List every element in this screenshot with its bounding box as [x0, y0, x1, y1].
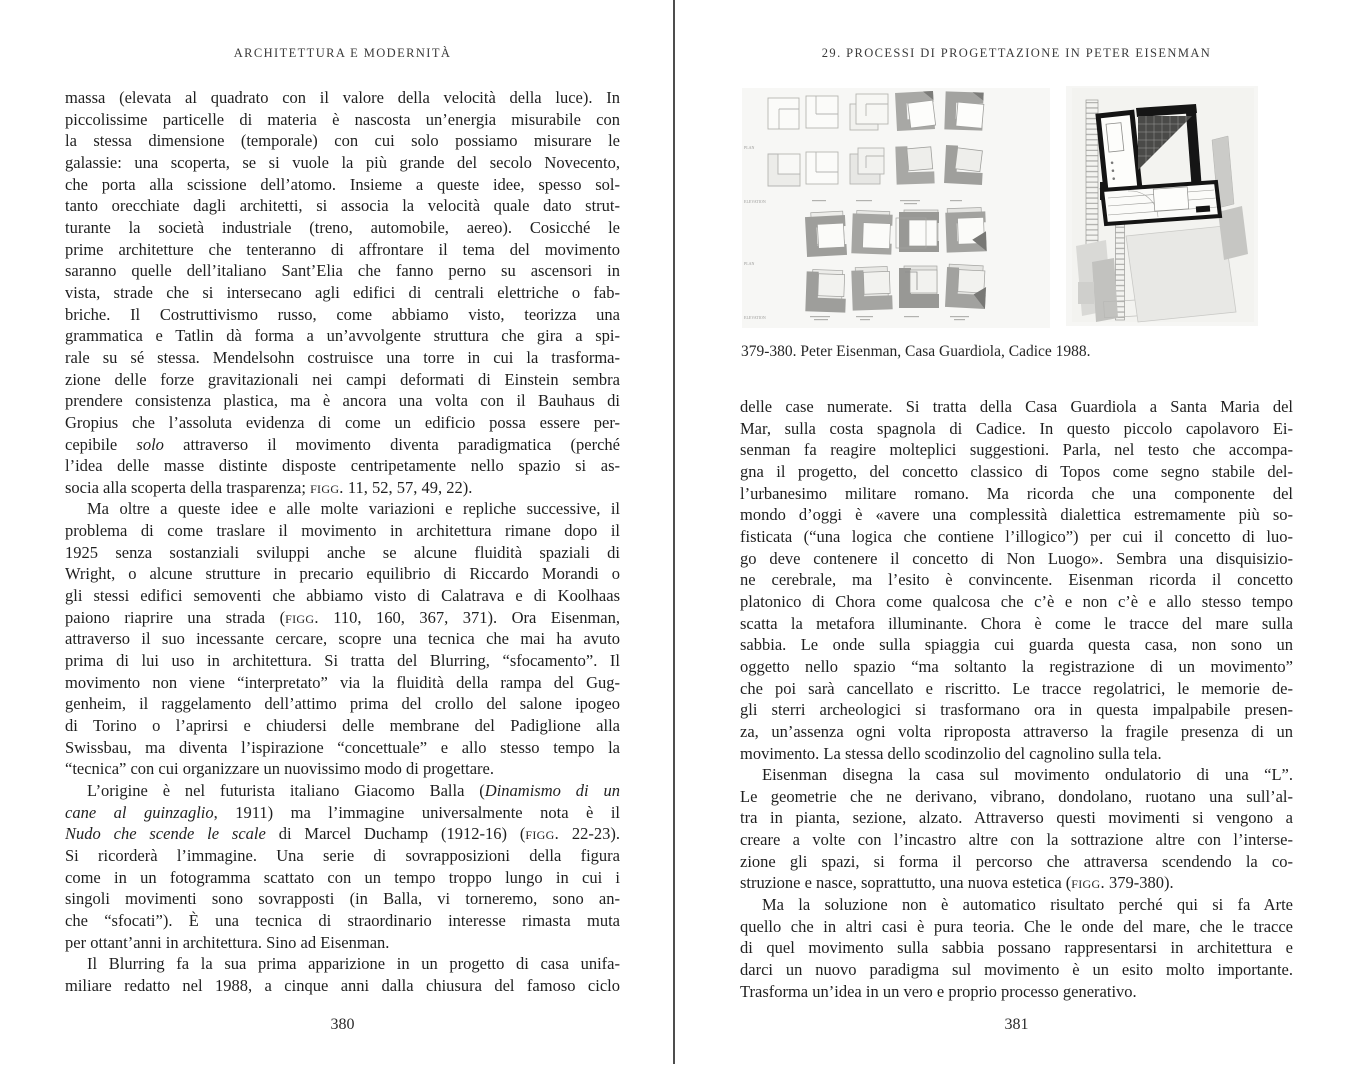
text-line: 1925 senza sostanziali sviluppi anche se alcune fluidità spaziali di: [65, 542, 620, 562]
text-line: Swissbau, ma diventa l’ispirazione “concettuale” e allo stesso tempo la: [65, 737, 620, 757]
text-line: come in un fotogramma scattato con un tempo troppo lungo in cui i: [65, 867, 620, 887]
terrace-pad: [1126, 226, 1236, 322]
left-page-number: 380: [330, 1016, 355, 1033]
text-line: platonico di Chora come qualcosa che c’è e non c’è e allo stesso tempo: [740, 591, 1293, 611]
right-running-header: 29. PROCESSI DI PROGETTAZIONE IN PETER EISENMAN: [821, 46, 1212, 60]
process-diagrams-figure: [742, 88, 1050, 328]
text-line: Gropius che l’assoluta evidenza di come un edificio possa essere per-: [65, 412, 620, 432]
text-line: struzione e nasce, soprattutto, una nuova estetica (figg. 379-380).: [740, 873, 1174, 893]
diagram-cell: [805, 269, 846, 312]
text-line: oggetto nello spazio “ma soltanto la registrazione di un movimento”: [740, 656, 1293, 676]
right-text-column: [740, 396, 1293, 1002]
text-line: socia alla scoperta della trasparenza; figg. 11, 52, 57, 49, 22).: [65, 477, 473, 497]
text-line: darci un nuovo paradigma sul movimento è un esito molto importante.: [740, 960, 1293, 980]
text-line: galassie: una scoperta, se si vuole la più grande del secolo Novecento,: [65, 152, 620, 172]
text-line: singoli movimenti sono sovrapposti (in Balla, vi torneremo, sono an-: [65, 889, 620, 909]
text-line: go deve contenere il concetto di Non Luogo». Sembra una disquisizio-: [740, 548, 1293, 568]
figure-caption: 379-380. Peter Eisenman, Casa Guardiola, Cadice 1988.: [741, 343, 1091, 360]
text-line: problema di come traslare il movimento in architettura rimane dopo il: [65, 521, 620, 541]
site-plan-figure: [1066, 86, 1258, 326]
text-line: Le geometrie che ne derivano, vibrano, dondolano, ruotano una sull’al-: [740, 786, 1293, 806]
text-line: gli stessi edifici semoventi che abbiamo visto di Calatrava e di Koolhaas: [65, 586, 620, 606]
diagram-cell: [899, 266, 939, 308]
page-gutter-divider: [673, 0, 675, 1064]
text-line: saranno quelle dell’italiano Sant’Elia che fanno perno su ascensori in: [65, 261, 620, 281]
text-line: tanto orecchiate dagli architetti, si associa la velocità quale dato strut-: [65, 196, 620, 216]
text-line: delle case numerate. Si tratta della Casa Guardiola a Santa Maria del: [740, 397, 1293, 416]
text-line: sabbia. Le onde sulla spiaggia cui guarda questa casa, non sono un: [740, 635, 1293, 655]
text-line: ne cerebrale, ma l’esito è convincente. Eisenman ricorda il concetto: [740, 570, 1293, 590]
text-line: briche. Il Costruttivismo russo, come abbiamo visto, teorizza una: [65, 304, 620, 324]
text-line: Wright, o alcune strutture in precario equilibrio di Riccardo Morandi o: [65, 564, 620, 584]
diagram-cell: [851, 210, 892, 254]
text-line: movimento. La stessa dello scodinzolio del cagnolino sulla tela.: [740, 743, 1162, 763]
text-line: Il Blurring fa la sua prima apparizione in un progetto di casa unifa-: [87, 954, 620, 974]
text-line: quello che in altri casi è pura teoria. Che le onde del mare, che le tracce: [740, 916, 1293, 936]
left-text-column: [65, 87, 620, 997]
diagram-cell: [896, 210, 939, 252]
text-line: zione delle forze gravitazionali nei campi deformati di Einstein sembra: [65, 369, 620, 389]
text-line: piccolissime particelle di materia è nascosta un’energia misurabile con: [65, 109, 620, 129]
text-line: Eisenman disegna la casa sul movimento ondulatorio di una “L”.: [762, 765, 1293, 785]
diagram-cell: [945, 207, 987, 252]
diagram-cell: [851, 266, 892, 310]
right-page-number: 381: [1004, 1016, 1029, 1033]
text-line: paiono riaprire una strada (figg. 110, 160, 367, 371). Ora Eisenman,: [65, 607, 620, 627]
left-running-header: ARCHITETTURA E MODERNITÀ: [233, 46, 452, 60]
text-line: di Torino o l’aprirsi e chiudersi delle membrane del Padiglione alla: [65, 716, 620, 736]
text-line: attraverso il suo incessante cercare, scopre una tecnica che mai ha avuto: [65, 629, 620, 649]
diagram-row-label: PLAN: [744, 145, 755, 150]
text-line: “tecnica” con cui organizzare un nuovissimo modo di progettare.: [65, 759, 494, 779]
text-line: cane al guinzaglio, 1911) ma l’immagine universalmente nota è il: [65, 802, 620, 822]
diagram-cell: [768, 94, 888, 130]
text-line: cepibile solo attraverso il movimento diventa paradigmatica (perché: [65, 434, 620, 454]
text-line: che porta alla scissione dell’atomo. Insieme a queste idee, spesso sol-: [65, 174, 620, 194]
text-line: Trasforma un’idea in un vero e proprio processo generativo.: [740, 981, 1137, 1001]
text-line: che “sfocati”). È una tecnica di straordinario interesse rimasta muta: [65, 910, 620, 930]
text-line: l’idea delle masse distinte disposte centripetamente nello spazio si as-: [65, 456, 620, 476]
text-line: la stessa dimensione (temporale) con cui solo possiamo misurare le: [65, 131, 620, 151]
diagram-cell: [895, 91, 936, 131]
text-line: miliare redatto nel 1988, a cinque anni dalla chiusura del famoso ciclo: [65, 975, 620, 995]
text-line: L’origine è nel futurista italiano Giacomo Balla (Dinamismo di un: [87, 781, 620, 800]
text-line: l’urbanesimo militare romano. Ma ricorda che una componente del: [740, 483, 1293, 503]
diagram-cell: [944, 91, 984, 130]
text-line: prima di lui uso in architettura. Si tratta del Blurring, “sfocamento”. Il: [65, 651, 620, 671]
text-line: Nudo che scende le scale di Marcel Duchamp (1912-16) (figg. 22-23).: [65, 824, 620, 844]
text-line: zione gli spazi, si forma il percorso che attraversa scendendo la co-: [740, 851, 1293, 871]
text-line: gna il progetto, del concetto classico di Topos come segno stabile del-: [740, 461, 1293, 481]
diagram-row-label: ELEVATION: [744, 199, 766, 204]
text-line: rale su sé stessa. Mendelsohn costruisce una torre in cui la trasforma-: [65, 347, 620, 367]
diagram-cell: [895, 145, 934, 184]
text-line: massa (elevata al quadrato con il valore della velocità della luce). In: [65, 88, 620, 107]
diagram-cell: [768, 148, 884, 186]
text-line: movimento non viene “interpretato” via la fluidità della rampa del Gug-: [65, 672, 620, 692]
text-line: grammatica e Tatlin dà forma a un’avvolgente struttura che gira a spi-: [65, 326, 620, 346]
text-line: Mar, sulla costa spagnola di Cadice. In questo piccolo capolavoro Ei-: [740, 418, 1293, 438]
text-line: vista, strade che si intersecano agli edifici di centrali elettriche o fab-: [65, 282, 620, 302]
text-line: genheim, il raggelamento dell’attimo prima del crollo del salone ipogeo: [65, 694, 620, 714]
text-line: prime architetture che tenteranno di affrontare il tema del movimento: [65, 239, 620, 259]
text-line: gli sterri archeologici si trasformano ora in questa impalpabile presen-: [740, 700, 1293, 720]
text-line: turante la società industriale (treno, automobile, aereo). Cosicché le: [65, 217, 620, 237]
text-line: che poi sarà cancellato e riscritto. Le tracce regolatrici, le memorie de-: [740, 678, 1293, 698]
text-line: Ma oltre a queste idee e alle molte variazioni e repliche successive, il: [87, 499, 620, 519]
diagram-row-label: ELEVATION: [744, 315, 766, 320]
text-line: Ma la soluzione non è automatico risultato perché qui si fa Arte: [762, 895, 1293, 915]
text-line: senman fa reagire molteplici suggestioni. Parla, nel testo che accompa-: [740, 440, 1293, 460]
text-line: tra in pianta, sezione, alzato. Attraverso questi movimenti si vengono a: [740, 808, 1293, 828]
text-line: prendere consistenza plastica, ma è ancora una volta con il Bauhaus di: [65, 391, 620, 411]
diagram-cell: [945, 264, 987, 309]
diagram-cell: [944, 145, 984, 185]
text-line: Si ricorderà l’immagine. Una serie di sovrapposizioni della figura: [65, 845, 620, 865]
text-line: di quel movimento sulla sabbia possano rappresentarsi in architettura e: [740, 938, 1293, 958]
text-line: mondo d’oggi è «avere una complessità dialettica estremamente più so-: [740, 505, 1293, 525]
diagram-row-label: PLAN: [744, 261, 755, 266]
text-line: scatta la metafora illuminante. Chora è come le tracce del mare sulla: [740, 613, 1293, 633]
text-line: za, un’assenza ogni volta riproposta attraverso la fragile presenza di un: [740, 721, 1293, 741]
text-line: creare a volte con l’incastro altre con la sottrazione altre con l’interse-: [740, 830, 1293, 850]
diagram-cell: [805, 211, 847, 257]
text-line: fisticata (“una logica che contiene l’illogico”) per cui il concetto di luo-: [740, 526, 1293, 546]
text-line: per ottant’anni in architettura. Sino ad Eisenman.: [65, 932, 390, 952]
